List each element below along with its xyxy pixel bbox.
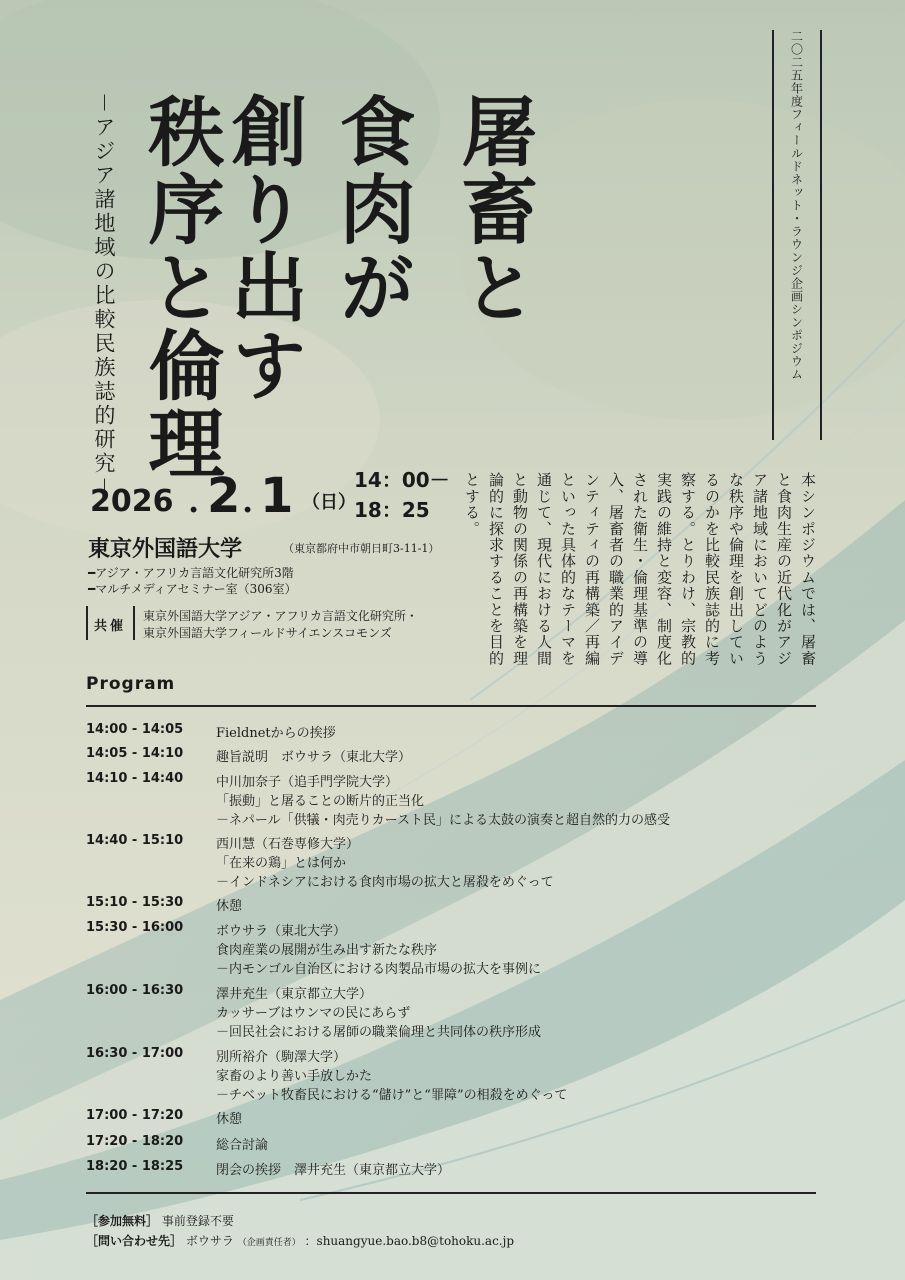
program-time: 16:30 - 17:00 [86, 1046, 184, 1061]
program-item: Fieldnetからの挨拶 [216, 726, 336, 741]
venue-room-name: ━マルチメディアセミナー室（306室） [88, 582, 297, 596]
program-time: 17:00 - 17:20 [86, 1108, 184, 1123]
cohost-label: 共催 [94, 619, 127, 634]
cohost-block [86, 606, 466, 640]
program-top-rule [86, 705, 816, 707]
date-year: 2026 [90, 484, 174, 519]
program-time: 14:40 - 15:10 [86, 833, 184, 848]
venue-room-building: ━アジア・アフリカ言語文化研究所3階 [88, 566, 294, 580]
venue-name: 東京外国語大学 [88, 536, 243, 562]
program-item: 休憩 [216, 1112, 243, 1127]
program-talk-subtitle: －ネパール「供犠・肉売りカースト民」による太鼓の演奏と超自然的力の感受 [216, 813, 670, 828]
program-speaker: 中川加奈子（追手門学院大学） [216, 775, 399, 790]
date-day: 1 [260, 468, 294, 524]
description: 本シンポジウムでは、屠畜と食肉生産の近代化がアジア諸地域においてどのような秩序や倫理を創出しているのかを比較民族誌的に考察する。とりわけ、宗教的実践の維持と変容、制度化された衛生・倫理基準の導入、屠畜者の職業的アイデンティティの再構築／再編といった具体的なテーマを通じて、現代における人間と動物の関係の再構築を理論的に探求することを目的とする。 [463, 472, 817, 667]
title-column-2: 食肉が [327, 92, 416, 326]
program-talk-subtitle: －インドネシアにおける食肉市場の拡大と屠殺をめぐって [216, 875, 554, 890]
title-column-3: 創り出す [219, 92, 308, 404]
date-weekday: （日） [302, 492, 356, 513]
program-time: 15:10 - 15:30 [86, 895, 184, 910]
title-column-4: 秩序と倫理 [136, 92, 225, 482]
program-talk-title: 家畜のより善い手放しかた [216, 1069, 373, 1084]
venue-address: （東京都府中市朝日町3-11-1） [283, 542, 440, 555]
event-date [90, 468, 480, 528]
time-start: 14：00－ [354, 468, 450, 492]
time-end: 18：25 [354, 498, 430, 522]
program-heading: Program [86, 674, 176, 694]
subtitle: －アジア諸地域の比較民族誌的研究－ [92, 92, 116, 500]
contact-role: （企画責任者） [237, 1238, 301, 1248]
program-item: 趣旨説明 ボウサラ（東北大学） [216, 750, 412, 765]
series-label-block [772, 30, 822, 440]
date-month: 2 [207, 468, 241, 524]
program-talk-title: 「在来の鶏」とは何か [216, 856, 347, 871]
cohost-org-1: 東京外国語大学アジア・アフリカ言語文化研究所・ [143, 609, 418, 623]
cohost-org-2: 東京外国語大学フィールドサイエンスコモンズ [143, 626, 392, 640]
program-speaker: 西川慧（石巻専修大学） [216, 837, 360, 852]
program-talk-subtitle: －チベット牧畜民における“儲け”と“罪障”の相殺をめぐって [216, 1088, 568, 1103]
program-talk-subtitle: －内モンゴル自治区における肉製品市場の拡大を事例に [216, 962, 542, 977]
program-item: 閉会の挨拶 澤井充生（東京都立大学） [216, 1163, 451, 1178]
program-time: 15:30 - 16:00 [86, 920, 184, 935]
title-column-1: 屠畜と [449, 92, 538, 326]
fee-note: 事前登録不要 [161, 1214, 234, 1228]
program-talk-title: 食肉産業の展開が生み出す新たな秩序 [216, 943, 438, 958]
program-time: 14:00 - 14:05 [86, 722, 184, 737]
program-item: 総合討論 [216, 1138, 269, 1153]
cohost-divider [133, 606, 135, 640]
cohost-divider [86, 606, 88, 640]
program-talk-title: カッサーブはウンマの民にあらず [216, 1006, 411, 1021]
date-separator: . [188, 482, 200, 520]
program-time: 16:00 - 16:30 [86, 983, 184, 998]
contact-name: ボウサラ [185, 1234, 234, 1248]
series-label: 二〇二五年度フィールドネット・ラウンジ企画シンポジウム [789, 30, 804, 381]
contact-info [86, 1232, 514, 1249]
program-speaker: 澤井充生（東京都立大学） [216, 987, 373, 1002]
program-time: 17:20 - 18:20 [86, 1134, 184, 1149]
date-separator: . [242, 482, 254, 520]
program-time: 18:20 - 18:25 [86, 1159, 184, 1174]
contact-label: ［問い合わせ先］ [86, 1234, 183, 1248]
contact-email[interactable]: ：shuangyue.bao.b8@tohoku.ac.jp [304, 1234, 515, 1248]
program-bottom-rule [86, 1192, 816, 1194]
program-talk-title: 「振動」と屠ることの断片的正当化 [216, 794, 425, 809]
program-speaker: 別所裕介（駒澤大学） [216, 1050, 347, 1065]
program-time: 14:10 - 14:40 [86, 771, 184, 786]
fee-label: ［参加無料］ [86, 1214, 159, 1228]
fee-info [86, 1212, 234, 1229]
program-time: 14:05 - 14:10 [86, 746, 184, 761]
program-speaker: ボウサラ（東北大学） [216, 924, 347, 939]
program-item: 休憩 [216, 899, 243, 914]
program-talk-subtitle: －回民社会における屠師の職業倫理と共同体の秩序形成 [216, 1025, 542, 1040]
